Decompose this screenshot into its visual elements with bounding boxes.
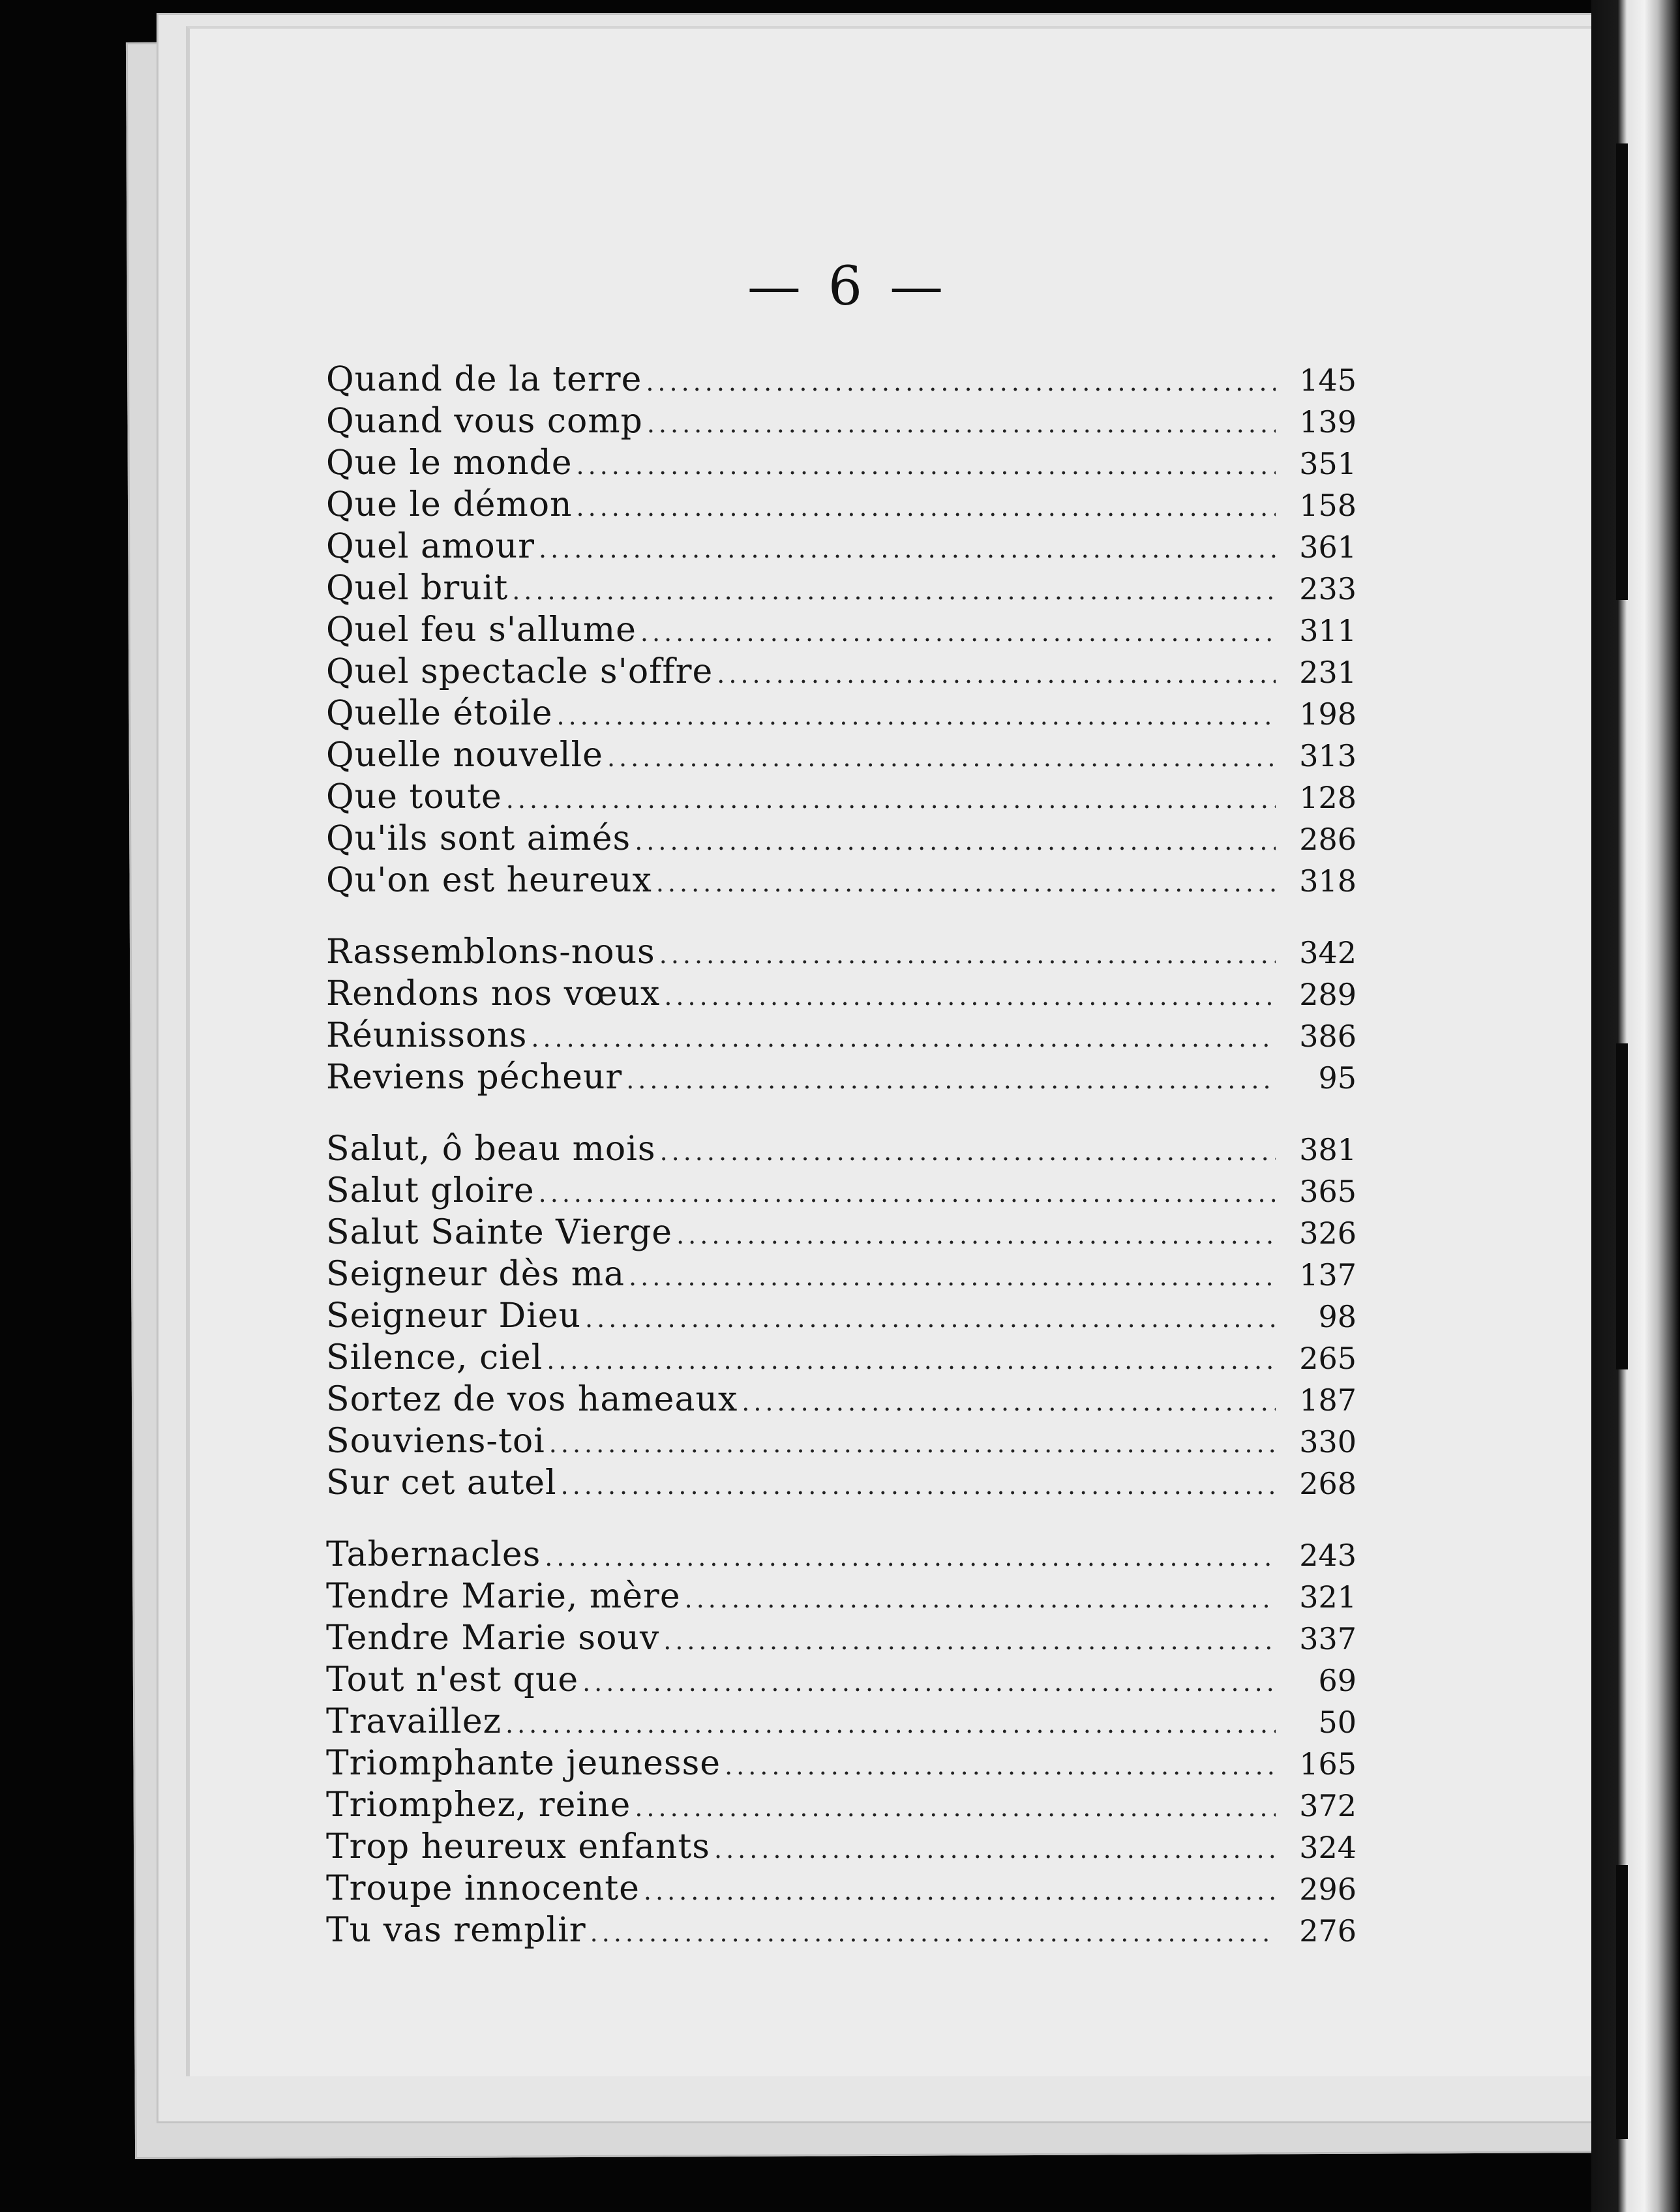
index-entry bbox=[326, 776, 1357, 818]
dot-leader bbox=[685, 1578, 1276, 1620]
entry-page-number: 98 bbox=[1318, 1299, 1357, 1334]
entry-page-number: 69 bbox=[1318, 1663, 1357, 1698]
index-entry bbox=[326, 567, 1357, 609]
entry-page-number: 321 bbox=[1299, 1579, 1357, 1615]
entry-page-number: 386 bbox=[1299, 1019, 1357, 1054]
entry-page-number: 50 bbox=[1318, 1705, 1357, 1740]
entry-page-number: 330 bbox=[1299, 1424, 1357, 1459]
entry-page-number: 324 bbox=[1299, 1830, 1357, 1865]
dot-leader bbox=[512, 570, 1276, 612]
index-entry bbox=[326, 1701, 1357, 1742]
entry-title: Quand de la terre bbox=[326, 360, 642, 399]
entry-title: Salut Sainte Vierge bbox=[326, 1213, 673, 1252]
entry-page-number: 289 bbox=[1299, 977, 1357, 1012]
index-entry bbox=[326, 1868, 1357, 1909]
index-entry bbox=[326, 526, 1357, 567]
dot-leader bbox=[714, 1829, 1276, 1870]
entry-title: Quel amour bbox=[326, 527, 535, 566]
index-entry bbox=[326, 1170, 1357, 1212]
entry-title: Triomphante jeunesse bbox=[326, 1744, 721, 1783]
index-entry bbox=[326, 693, 1357, 734]
entry-page-number: 361 bbox=[1299, 530, 1357, 565]
dot-leader bbox=[656, 862, 1276, 904]
entry-title: Quelle nouvelle bbox=[326, 736, 603, 775]
entry-page-number: 365 bbox=[1299, 1174, 1357, 1209]
entry-page-number: 137 bbox=[1299, 1257, 1357, 1293]
index-entry bbox=[326, 818, 1357, 859]
entry-page-number: 318 bbox=[1299, 863, 1357, 899]
binding-thread bbox=[1616, 1043, 1628, 1369]
entry-page-number: 128 bbox=[1299, 780, 1357, 815]
entry-page-number: 276 bbox=[1299, 1913, 1357, 1949]
entry-title: Que le démon bbox=[326, 485, 573, 524]
entry-page-number: 268 bbox=[1299, 1466, 1357, 1501]
entry-title: Salut, ô beau mois bbox=[326, 1129, 656, 1169]
index-entry bbox=[326, 359, 1357, 400]
entry-page-number: 337 bbox=[1299, 1621, 1357, 1656]
index-entry bbox=[326, 1617, 1357, 1659]
entry-title: Rendons nos vœux bbox=[326, 974, 661, 1013]
group-separator bbox=[326, 901, 1357, 931]
index-entry bbox=[326, 484, 1357, 526]
entry-page-number: 326 bbox=[1299, 1216, 1357, 1251]
entry-page-number: 145 bbox=[1299, 363, 1357, 398]
index-entry bbox=[326, 734, 1357, 776]
dot-leader bbox=[644, 1870, 1276, 1912]
index-entry bbox=[326, 1909, 1357, 1951]
dot-leader bbox=[635, 1787, 1276, 1829]
binding-thread bbox=[1616, 143, 1628, 600]
dot-leader bbox=[556, 695, 1276, 737]
dot-leader bbox=[647, 403, 1276, 445]
index-entry bbox=[326, 1742, 1357, 1784]
index-entry bbox=[326, 1128, 1357, 1170]
entry-page-number: 233 bbox=[1299, 571, 1357, 606]
entry-page-number: 372 bbox=[1299, 1788, 1357, 1823]
dot-leader bbox=[725, 1745, 1276, 1787]
entry-title: Qu'on est heureux bbox=[326, 861, 652, 900]
index-entry bbox=[326, 931, 1357, 973]
index-entry bbox=[326, 973, 1357, 1015]
entry-title: Triomphez, reine bbox=[326, 1786, 631, 1825]
page-number: — 6 — bbox=[747, 256, 949, 318]
entry-page-number: 231 bbox=[1299, 655, 1357, 690]
group-separator bbox=[326, 1098, 1357, 1128]
index-entry bbox=[326, 1420, 1357, 1462]
index-entry bbox=[326, 1015, 1357, 1056]
dot-leader bbox=[577, 445, 1276, 486]
dot-leader bbox=[547, 1339, 1276, 1381]
dot-leader bbox=[659, 934, 1276, 976]
index-entry bbox=[326, 1212, 1357, 1253]
index-entry bbox=[326, 1784, 1357, 1826]
entry-title: Seigneur Dieu bbox=[326, 1296, 582, 1336]
dot-leader bbox=[506, 779, 1276, 820]
binding-thread bbox=[1616, 1865, 1628, 2139]
dot-leader bbox=[545, 1536, 1276, 1578]
entry-title: Que le monde bbox=[326, 443, 573, 483]
entry-page-number: 198 bbox=[1299, 696, 1357, 732]
entry-title: Tendre Marie souv bbox=[326, 1619, 660, 1658]
index-entry bbox=[326, 1659, 1357, 1701]
index-entry bbox=[326, 1295, 1357, 1337]
dot-leader bbox=[582, 1662, 1276, 1703]
entry-page-number: 95 bbox=[1318, 1060, 1357, 1096]
entry-title: Tu vas remplir bbox=[326, 1911, 586, 1950]
index-entry bbox=[326, 651, 1357, 693]
dot-leader bbox=[717, 653, 1276, 695]
index-entry bbox=[326, 1379, 1357, 1420]
dot-leader bbox=[742, 1381, 1276, 1423]
dot-leader bbox=[561, 1465, 1276, 1506]
index-entry bbox=[326, 442, 1357, 484]
dot-leader bbox=[585, 1298, 1276, 1339]
entry-title: Que toute bbox=[326, 777, 502, 816]
entry-page-number: 187 bbox=[1299, 1382, 1357, 1418]
index-entry bbox=[326, 1462, 1357, 1504]
dot-leader bbox=[577, 486, 1276, 528]
dot-leader bbox=[505, 1703, 1276, 1745]
entry-page-number: 165 bbox=[1299, 1746, 1357, 1782]
dot-leader bbox=[626, 1059, 1276, 1101]
entry-title: Tendre Marie, mère bbox=[326, 1577, 681, 1616]
entry-page-number: 351 bbox=[1299, 446, 1357, 481]
entry-page-number: 243 bbox=[1299, 1538, 1357, 1573]
entry-page-number: 296 bbox=[1299, 1872, 1357, 1907]
entry-title: Travaillez bbox=[326, 1702, 502, 1741]
entry-title: Seigneur dès ma bbox=[326, 1255, 625, 1294]
dot-leader bbox=[676, 1214, 1276, 1256]
index-entry bbox=[326, 1826, 1357, 1868]
entry-title: Quel bruit bbox=[326, 569, 509, 608]
entry-title: Silence, ciel bbox=[326, 1338, 543, 1377]
entry-page-number: 158 bbox=[1299, 488, 1357, 523]
entry-title: Reviens pécheur bbox=[326, 1058, 623, 1097]
index-entry bbox=[326, 859, 1357, 901]
entry-page-number: 311 bbox=[1299, 613, 1357, 648]
index-entry bbox=[326, 1337, 1357, 1379]
group-separator bbox=[326, 1504, 1357, 1534]
dot-leader bbox=[663, 1620, 1276, 1662]
index-entry bbox=[326, 1534, 1357, 1576]
dot-leader bbox=[646, 361, 1276, 403]
entry-title: Quel spectacle s'offre bbox=[326, 652, 713, 691]
book-spine bbox=[1591, 0, 1680, 2212]
entry-page-number: 265 bbox=[1299, 1341, 1357, 1376]
index-list bbox=[326, 359, 1357, 1951]
index-entry bbox=[326, 1576, 1357, 1617]
dot-leader bbox=[549, 1423, 1276, 1465]
entry-title: Quelle étoile bbox=[326, 694, 553, 733]
entry-title: Sur cet autel bbox=[326, 1463, 557, 1502]
entry-title: Réunissons bbox=[326, 1016, 528, 1055]
dot-leader bbox=[660, 1131, 1276, 1173]
dot-leader bbox=[635, 820, 1276, 862]
entry-title: Quand vous comp bbox=[326, 402, 643, 441]
entry-page-number: 139 bbox=[1299, 404, 1357, 440]
entry-title: Quel feu s'allume bbox=[326, 610, 637, 650]
dot-leader bbox=[629, 1256, 1276, 1298]
entry-page-number: 342 bbox=[1299, 935, 1357, 970]
entry-title: Souviens-toi bbox=[326, 1422, 545, 1461]
index-entry bbox=[326, 400, 1357, 442]
entry-title: Troupe innocente bbox=[326, 1869, 640, 1908]
dot-leader bbox=[590, 1912, 1276, 1954]
dot-leader bbox=[664, 976, 1276, 1017]
entry-title: Sortez de vos hameaux bbox=[326, 1380, 738, 1419]
entry-title: Tabernacles bbox=[326, 1535, 541, 1574]
dot-leader bbox=[539, 1173, 1276, 1214]
entry-title: Salut gloire bbox=[326, 1171, 535, 1210]
dot-leader bbox=[539, 528, 1276, 570]
dot-leader bbox=[640, 612, 1276, 653]
entry-title: Tout n'est que bbox=[326, 1660, 579, 1699]
index-entry bbox=[326, 1253, 1357, 1295]
entry-page-number: 313 bbox=[1299, 738, 1357, 773]
index-entry bbox=[326, 609, 1357, 651]
entry-page-number: 286 bbox=[1299, 822, 1357, 857]
index-entry bbox=[326, 1056, 1357, 1098]
entry-title: Rassemblons-nous bbox=[326, 933, 655, 972]
dot-leader bbox=[531, 1017, 1276, 1059]
entry-page-number: 381 bbox=[1299, 1132, 1357, 1167]
dot-leader bbox=[607, 737, 1276, 779]
entry-title: Trop heureux enfants bbox=[326, 1827, 710, 1866]
entry-title: Qu'ils sont aimés bbox=[326, 819, 631, 858]
